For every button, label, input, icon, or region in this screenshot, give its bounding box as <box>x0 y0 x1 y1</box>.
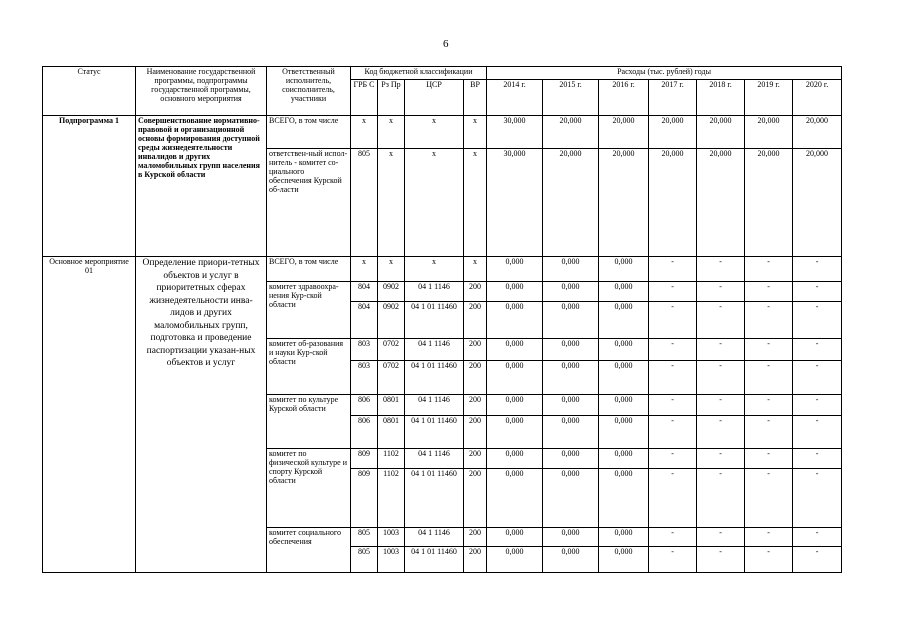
year-value-2019: - <box>745 339 793 361</box>
year-value-2020: - <box>793 528 842 547</box>
code-vr: 200 <box>464 395 487 416</box>
year-value-2016: 0,000 <box>599 282 649 302</box>
year-value-2014: 30,000 <box>487 149 543 257</box>
code-grbs: 804 <box>351 302 378 339</box>
page-number: 6 <box>443 38 449 50</box>
year-value-2019: - <box>745 416 793 449</box>
code-rzpr: x <box>378 149 405 257</box>
year-value-2016: 0,000 <box>599 469 649 528</box>
header-csr: ЦСР <box>405 80 464 116</box>
year-value-2016: 0,000 <box>599 361 649 395</box>
year-value-2018: - <box>697 528 745 547</box>
year-value-2016: 0,000 <box>599 547 649 573</box>
year-value-2017: - <box>649 339 697 361</box>
code-rzpr: 1102 <box>378 449 405 469</box>
year-value-2016: 0,000 <box>599 416 649 449</box>
year-value-2016: 0,000 <box>599 339 649 361</box>
year-value-2018: - <box>697 282 745 302</box>
code-grbs: 809 <box>351 469 378 528</box>
code-csr: x <box>405 257 464 282</box>
year-value-2015: 20,000 <box>543 116 599 149</box>
year-value-2016: 0,000 <box>599 449 649 469</box>
responsible-cell: комитет социального обеспечения <box>267 528 351 573</box>
year-value-2017: - <box>649 257 697 282</box>
code-rzpr: x <box>378 116 405 149</box>
code-vr: x <box>464 149 487 257</box>
year-value-2020: - <box>793 302 842 339</box>
year-value-2014: 0,000 <box>487 395 543 416</box>
responsible-cell: ВСЕГО, в том числе <box>267 116 351 149</box>
year-value-2019: - <box>745 257 793 282</box>
year-value-2015: 0,000 <box>543 528 599 547</box>
code-vr: 200 <box>464 282 487 302</box>
code-csr: 04 1 1146 <box>405 449 464 469</box>
year-value-2017: 20,000 <box>649 149 697 257</box>
year-value-2015: 0,000 <box>543 282 599 302</box>
year-value-2015: 0,000 <box>543 547 599 573</box>
year-value-2019: - <box>745 395 793 416</box>
year-value-2015: 0,000 <box>543 257 599 282</box>
code-vr: 200 <box>464 339 487 361</box>
code-grbs: 803 <box>351 361 378 395</box>
year-value-2017: - <box>649 395 697 416</box>
year-value-2018: - <box>697 416 745 449</box>
year-value-2018: - <box>697 257 745 282</box>
code-grbs: 809 <box>351 449 378 469</box>
year-value-2015: 0,000 <box>543 449 599 469</box>
code-rzpr: 1102 <box>378 469 405 528</box>
year-value-2020: - <box>793 395 842 416</box>
year-value-2015: 0,000 <box>543 361 599 395</box>
year-value-2016: 20,000 <box>599 149 649 257</box>
year-value-2016: 0,000 <box>599 257 649 282</box>
code-csr: 04 1 1146 <box>405 528 464 547</box>
year-value-2014: 0,000 <box>487 528 543 547</box>
header-year-2016: 2016 г. <box>599 80 649 116</box>
responsible-cell: комитет по культуре Курской области <box>267 395 351 449</box>
code-csr: 04 1 01 11460 <box>405 547 464 573</box>
code-rzpr: 0801 <box>378 395 405 416</box>
year-value-2019: - <box>745 449 793 469</box>
year-value-2014: 0,000 <box>487 469 543 528</box>
subprogram-status: Подпрограмма 1 <box>43 116 136 257</box>
year-value-2020: - <box>793 449 842 469</box>
code-vr: 200 <box>464 469 487 528</box>
code-grbs: 805 <box>351 547 378 573</box>
code-rzpr: x <box>378 257 405 282</box>
responsible-cell: комитет по физической культуре и спорту Курской области <box>267 449 351 528</box>
year-value-2020: - <box>793 257 842 282</box>
code-csr: 04 1 01 11460 <box>405 361 464 395</box>
code-csr: x <box>405 149 464 257</box>
year-value-2014: 0,000 <box>487 416 543 449</box>
code-rzpr: 0801 <box>378 416 405 449</box>
year-value-2017: - <box>649 449 697 469</box>
year-value-2019: - <box>745 528 793 547</box>
code-vr: 200 <box>464 449 487 469</box>
code-rzpr: 0902 <box>378 282 405 302</box>
year-value-2018: - <box>697 469 745 528</box>
year-value-2015: 0,000 <box>543 469 599 528</box>
year-value-2015: 0,000 <box>543 302 599 339</box>
code-grbs: x <box>351 257 378 282</box>
year-value-2014: 0,000 <box>487 361 543 395</box>
responsible-cell: ВСЕГО, в том числе <box>267 257 351 282</box>
year-value-2017: - <box>649 528 697 547</box>
header-year-2018: 2018 г. <box>697 80 745 116</box>
header-responsible: Ответственный исполнитель, соисполнитель, участники <box>267 67 351 116</box>
year-value-2018: - <box>697 361 745 395</box>
code-rzpr: 0702 <box>378 339 405 361</box>
year-value-2017: - <box>649 469 697 528</box>
responsible-cell: ответствен-ный испол-нитель - комитет со-циального обеспечения Курской об-ласти <box>267 149 351 257</box>
code-grbs: x <box>351 116 378 149</box>
year-value-2020: 20,000 <box>793 149 842 257</box>
code-rzpr: 0702 <box>378 361 405 395</box>
code-grbs: 804 <box>351 282 378 302</box>
year-value-2019: - <box>745 361 793 395</box>
code-csr: 04 1 1146 <box>405 282 464 302</box>
year-value-2020: - <box>793 361 842 395</box>
code-grbs: 803 <box>351 339 378 361</box>
code-vr: 200 <box>464 528 487 547</box>
year-value-2016: 0,000 <box>599 528 649 547</box>
year-value-2019: 20,000 <box>745 116 793 149</box>
year-value-2016: 20,000 <box>599 116 649 149</box>
year-value-2018: - <box>697 395 745 416</box>
year-value-2014: 0,000 <box>487 302 543 339</box>
responsible-cell: комитет об-разования и науки Кур-ской области <box>267 339 351 395</box>
year-value-2014: 0,000 <box>487 449 543 469</box>
header-year-2015: 2015 г. <box>543 80 599 116</box>
code-grbs: 805 <box>351 149 378 257</box>
year-value-2014: 30,000 <box>487 116 543 149</box>
year-value-2014: 0,000 <box>487 547 543 573</box>
code-csr: x <box>405 116 464 149</box>
year-value-2019: - <box>745 547 793 573</box>
year-value-2019: - <box>745 302 793 339</box>
year-value-2016: 0,000 <box>599 395 649 416</box>
header-vr: ВР <box>464 80 487 116</box>
header-grbs: ГРБ С <box>351 80 378 116</box>
code-vr: x <box>464 116 487 149</box>
code-csr: 04 1 1146 <box>405 395 464 416</box>
activity-status: Основное мероприятие 01 <box>43 257 136 573</box>
table-body <box>43 67 842 573</box>
year-value-2017: 20,000 <box>649 116 697 149</box>
year-value-2019: - <box>745 469 793 528</box>
year-value-2018: 20,000 <box>697 149 745 257</box>
code-grbs: 806 <box>351 416 378 449</box>
table-row <box>43 257 842 282</box>
subprogram-name: Совершенствование нормативно-правовой и организационной основы формирования доступной среды жизнедеятельности инвалидов и других маломобильных групп населения в Курской области <box>136 116 267 257</box>
code-grbs: 805 <box>351 528 378 547</box>
header-expenses: Расходы (тыс. рублей) годы <box>487 67 842 80</box>
code-rzpr: 1003 <box>378 547 405 573</box>
code-vr: 200 <box>464 361 487 395</box>
header-budget-code: Код бюджетной классификации <box>351 67 487 80</box>
code-csr: 04 1 01 11460 <box>405 469 464 528</box>
code-rzpr: 1003 <box>378 528 405 547</box>
header-name: Наименование государственной программы, подпрограммы государственной программы, основного мероприятия <box>136 67 267 116</box>
year-value-2016: 0,000 <box>599 302 649 339</box>
code-grbs: 806 <box>351 395 378 416</box>
header-year-2019: 2019 г. <box>745 80 793 116</box>
header-rzpr: Рз Пр <box>378 80 405 116</box>
code-vr: 200 <box>464 416 487 449</box>
code-vr: 200 <box>464 302 487 339</box>
header-year-2020: 2020 г. <box>793 80 842 116</box>
year-value-2017: - <box>649 302 697 339</box>
code-vr: 200 <box>464 547 487 573</box>
year-value-2017: - <box>649 416 697 449</box>
year-value-2015: 0,000 <box>543 339 599 361</box>
year-value-2018: - <box>697 547 745 573</box>
code-vr: x <box>464 257 487 282</box>
table-row <box>43 116 842 149</box>
year-value-2018: - <box>697 449 745 469</box>
year-value-2020: - <box>793 469 842 528</box>
year-value-2017: - <box>649 547 697 573</box>
activity-name: Определение приори-тетных объектов и услуг в приоритетных сферах жизнедеятельности инва-лидов и других маломобильных групп, подготовка и проведение паспортизации указан-ных объектов и услуг <box>136 257 267 573</box>
year-value-2018: 20,000 <box>697 116 745 149</box>
header-year-2014: 2014 г. <box>487 80 543 116</box>
header-row <box>43 67 842 80</box>
year-value-2019: - <box>745 282 793 302</box>
year-value-2020: - <box>793 339 842 361</box>
code-csr: 04 1 01 11460 <box>405 416 464 449</box>
year-value-2015: 20,000 <box>543 149 599 257</box>
year-value-2020: - <box>793 416 842 449</box>
year-value-2014: 0,000 <box>487 339 543 361</box>
code-rzpr: 0902 <box>378 302 405 339</box>
year-value-2020: - <box>793 282 842 302</box>
year-value-2020: 20,000 <box>793 116 842 149</box>
year-value-2015: 0,000 <box>543 416 599 449</box>
code-csr: 04 1 1146 <box>405 339 464 361</box>
year-value-2020: - <box>793 547 842 573</box>
year-value-2018: - <box>697 339 745 361</box>
responsible-cell: комитет здравоохра-нения Кур-ской области <box>267 282 351 339</box>
budget-table <box>42 66 842 573</box>
year-value-2018: - <box>697 302 745 339</box>
year-value-2015: 0,000 <box>543 395 599 416</box>
year-value-2019: 20,000 <box>745 149 793 257</box>
header-year-2017: 2017 г. <box>649 80 697 116</box>
year-value-2014: 0,000 <box>487 282 543 302</box>
year-value-2017: - <box>649 361 697 395</box>
year-value-2014: 0,000 <box>487 257 543 282</box>
header-status: Статус <box>43 67 136 116</box>
year-value-2017: - <box>649 282 697 302</box>
code-csr: 04 1 01 11460 <box>405 302 464 339</box>
